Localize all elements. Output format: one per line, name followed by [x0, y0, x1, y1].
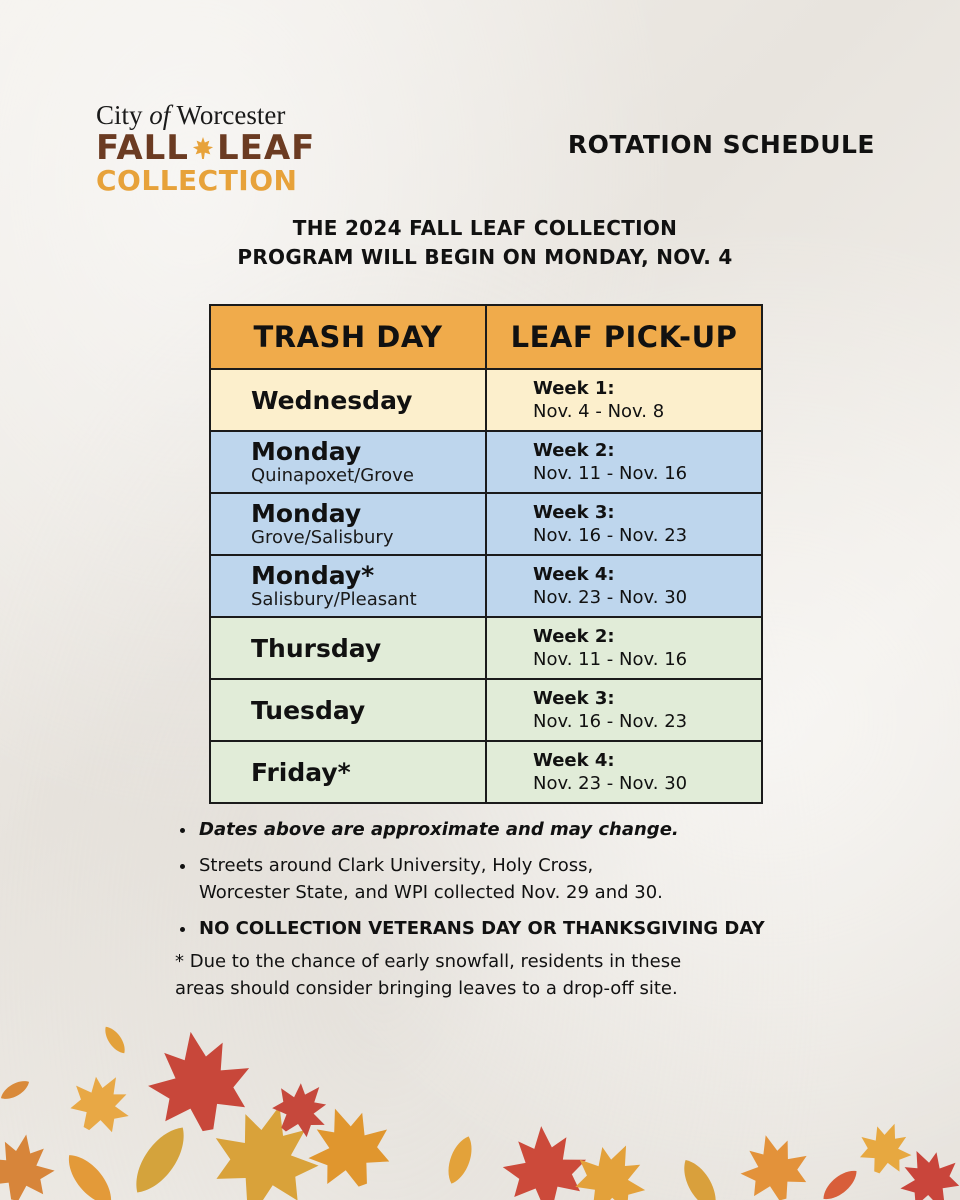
leaf-icon	[676, 1155, 724, 1200]
trash-day: Tuesday	[251, 695, 366, 725]
pickup-week: Week 3:	[533, 501, 615, 523]
pickup-week: Week 4:	[533, 749, 615, 771]
program-headline	[0, 214, 960, 272]
table-row	[211, 740, 761, 802]
note-no-collection-holidays: • NO COLLECTION VETERANS DAY OR THANKSGIVING DAY	[197, 915, 895, 942]
pickup-week: Week 2:	[533, 439, 615, 461]
maple-leaf-icon	[733, 1126, 816, 1200]
maple-leaf-icon	[0, 1129, 60, 1200]
maple-leaf-icon	[60, 1062, 142, 1144]
leaf-icon	[125, 1119, 195, 1200]
trash-day-cell	[211, 432, 487, 492]
pickup-week: Week 3:	[533, 687, 615, 709]
pickup-cell	[487, 680, 761, 740]
table-row	[211, 492, 761, 554]
note-college-streets-line-2: Worcester State, and WPI collected Nov. 29 and 30.	[199, 882, 663, 903]
logo-city-prefix: City	[96, 100, 150, 130]
logo-city-of: of	[149, 100, 171, 130]
table-row	[211, 554, 761, 616]
logo-collection: COLLECTION	[96, 164, 298, 197]
trash-day: Monday*	[251, 560, 375, 590]
pickup-cell	[487, 494, 761, 554]
autumn-leaves-decoration	[0, 1010, 960, 1200]
maple-leaf-icon	[500, 1123, 590, 1200]
logo-fall-leaf-line	[96, 130, 326, 166]
notes-list	[175, 816, 895, 942]
pickup-cell	[487, 618, 761, 678]
pickup-cell	[487, 556, 761, 616]
snowfall-disclaimer-line-2: areas should consider bringing leaves to a drop-off site.	[175, 978, 678, 999]
logo-leaf: LEAF	[216, 128, 316, 168]
pickup-dates: Nov. 16 - Nov. 23	[533, 710, 688, 732]
route-area: Salisbury/Pleasant	[251, 588, 417, 610]
note-college-streets-line-1: • Streets around Clark University, Holy Cross,	[199, 855, 594, 876]
trash-day-cell	[211, 494, 487, 554]
pickup-week: Week 4:	[533, 563, 615, 585]
headline-line-1: THE 2024 FALL LEAF COLLECTION	[292, 216, 678, 240]
maple-leaf-icon	[889, 1138, 960, 1200]
pickup-week: Week 1:	[533, 377, 615, 399]
leaf-icon	[0, 1077, 32, 1104]
header-trash-day: TRASH DAY	[211, 306, 487, 368]
pickup-week: Week 2:	[533, 625, 615, 647]
maple-leaf-icon	[140, 1023, 258, 1139]
leaf-icon	[818, 1165, 862, 1200]
route-area: Quinapoxet/Grove	[251, 464, 414, 486]
pickup-cell	[487, 432, 761, 492]
trash-day: Friday*	[251, 757, 351, 787]
pickup-dates: Nov. 4 - Nov. 8	[533, 400, 665, 422]
table-row	[211, 616, 761, 678]
table-row	[211, 430, 761, 492]
headline-line-2: PROGRAM WILL BEGIN ON MONDAY, NOV. 4	[237, 245, 733, 269]
pickup-dates: Nov. 11 - Nov. 16	[533, 462, 688, 484]
snowfall-disclaimer	[175, 948, 895, 1002]
trash-day-cell	[211, 742, 487, 802]
trash-day: Monday	[251, 498, 362, 528]
snowfall-disclaimer-line-1: * Due to the chance of early snowfall, residents in these	[175, 951, 682, 972]
rotation-schedule-title: ROTATION SCHEDULE	[567, 130, 875, 159]
trash-day: Monday	[251, 436, 362, 466]
table-row	[211, 368, 761, 430]
pickup-dates: Nov. 11 - Nov. 16	[533, 648, 688, 670]
leaf-icon	[443, 1133, 478, 1187]
leaf-icon	[60, 1147, 120, 1200]
header-leaf-pickup: LEAF PICK-UP	[510, 320, 738, 354]
leaf-icon	[101, 1023, 130, 1057]
pickup-cell	[487, 370, 761, 430]
trash-day-cell	[211, 556, 487, 616]
pickup-dates: Nov. 16 - Nov. 23	[533, 524, 688, 546]
logo-fall: FALL	[96, 128, 189, 168]
note-approximate-dates: • Dates above are approximate and may change.	[197, 816, 895, 843]
trash-day: Thursday	[251, 633, 382, 663]
pickup-dates: Nov. 23 - Nov. 30	[533, 586, 688, 608]
maple-leaf-icon	[192, 136, 214, 160]
pickup-cell	[487, 742, 761, 802]
table-header-row	[211, 306, 761, 368]
note-college-streets	[197, 852, 895, 906]
route-area: Grove/Salisbury	[251, 526, 394, 548]
pickup-dates: Nov. 23 - Nov. 30	[533, 772, 688, 794]
city-logo	[96, 100, 326, 196]
logo-city-line	[96, 100, 326, 130]
logo-city-name: Worcester	[170, 100, 286, 130]
trash-day-cell	[211, 680, 487, 740]
schedule-table	[209, 304, 763, 804]
trash-day-cell	[211, 618, 487, 678]
trash-day: Wednesday	[251, 385, 413, 415]
notes-section	[175, 816, 895, 1002]
table-row	[211, 678, 761, 740]
trash-day-cell	[211, 370, 487, 430]
